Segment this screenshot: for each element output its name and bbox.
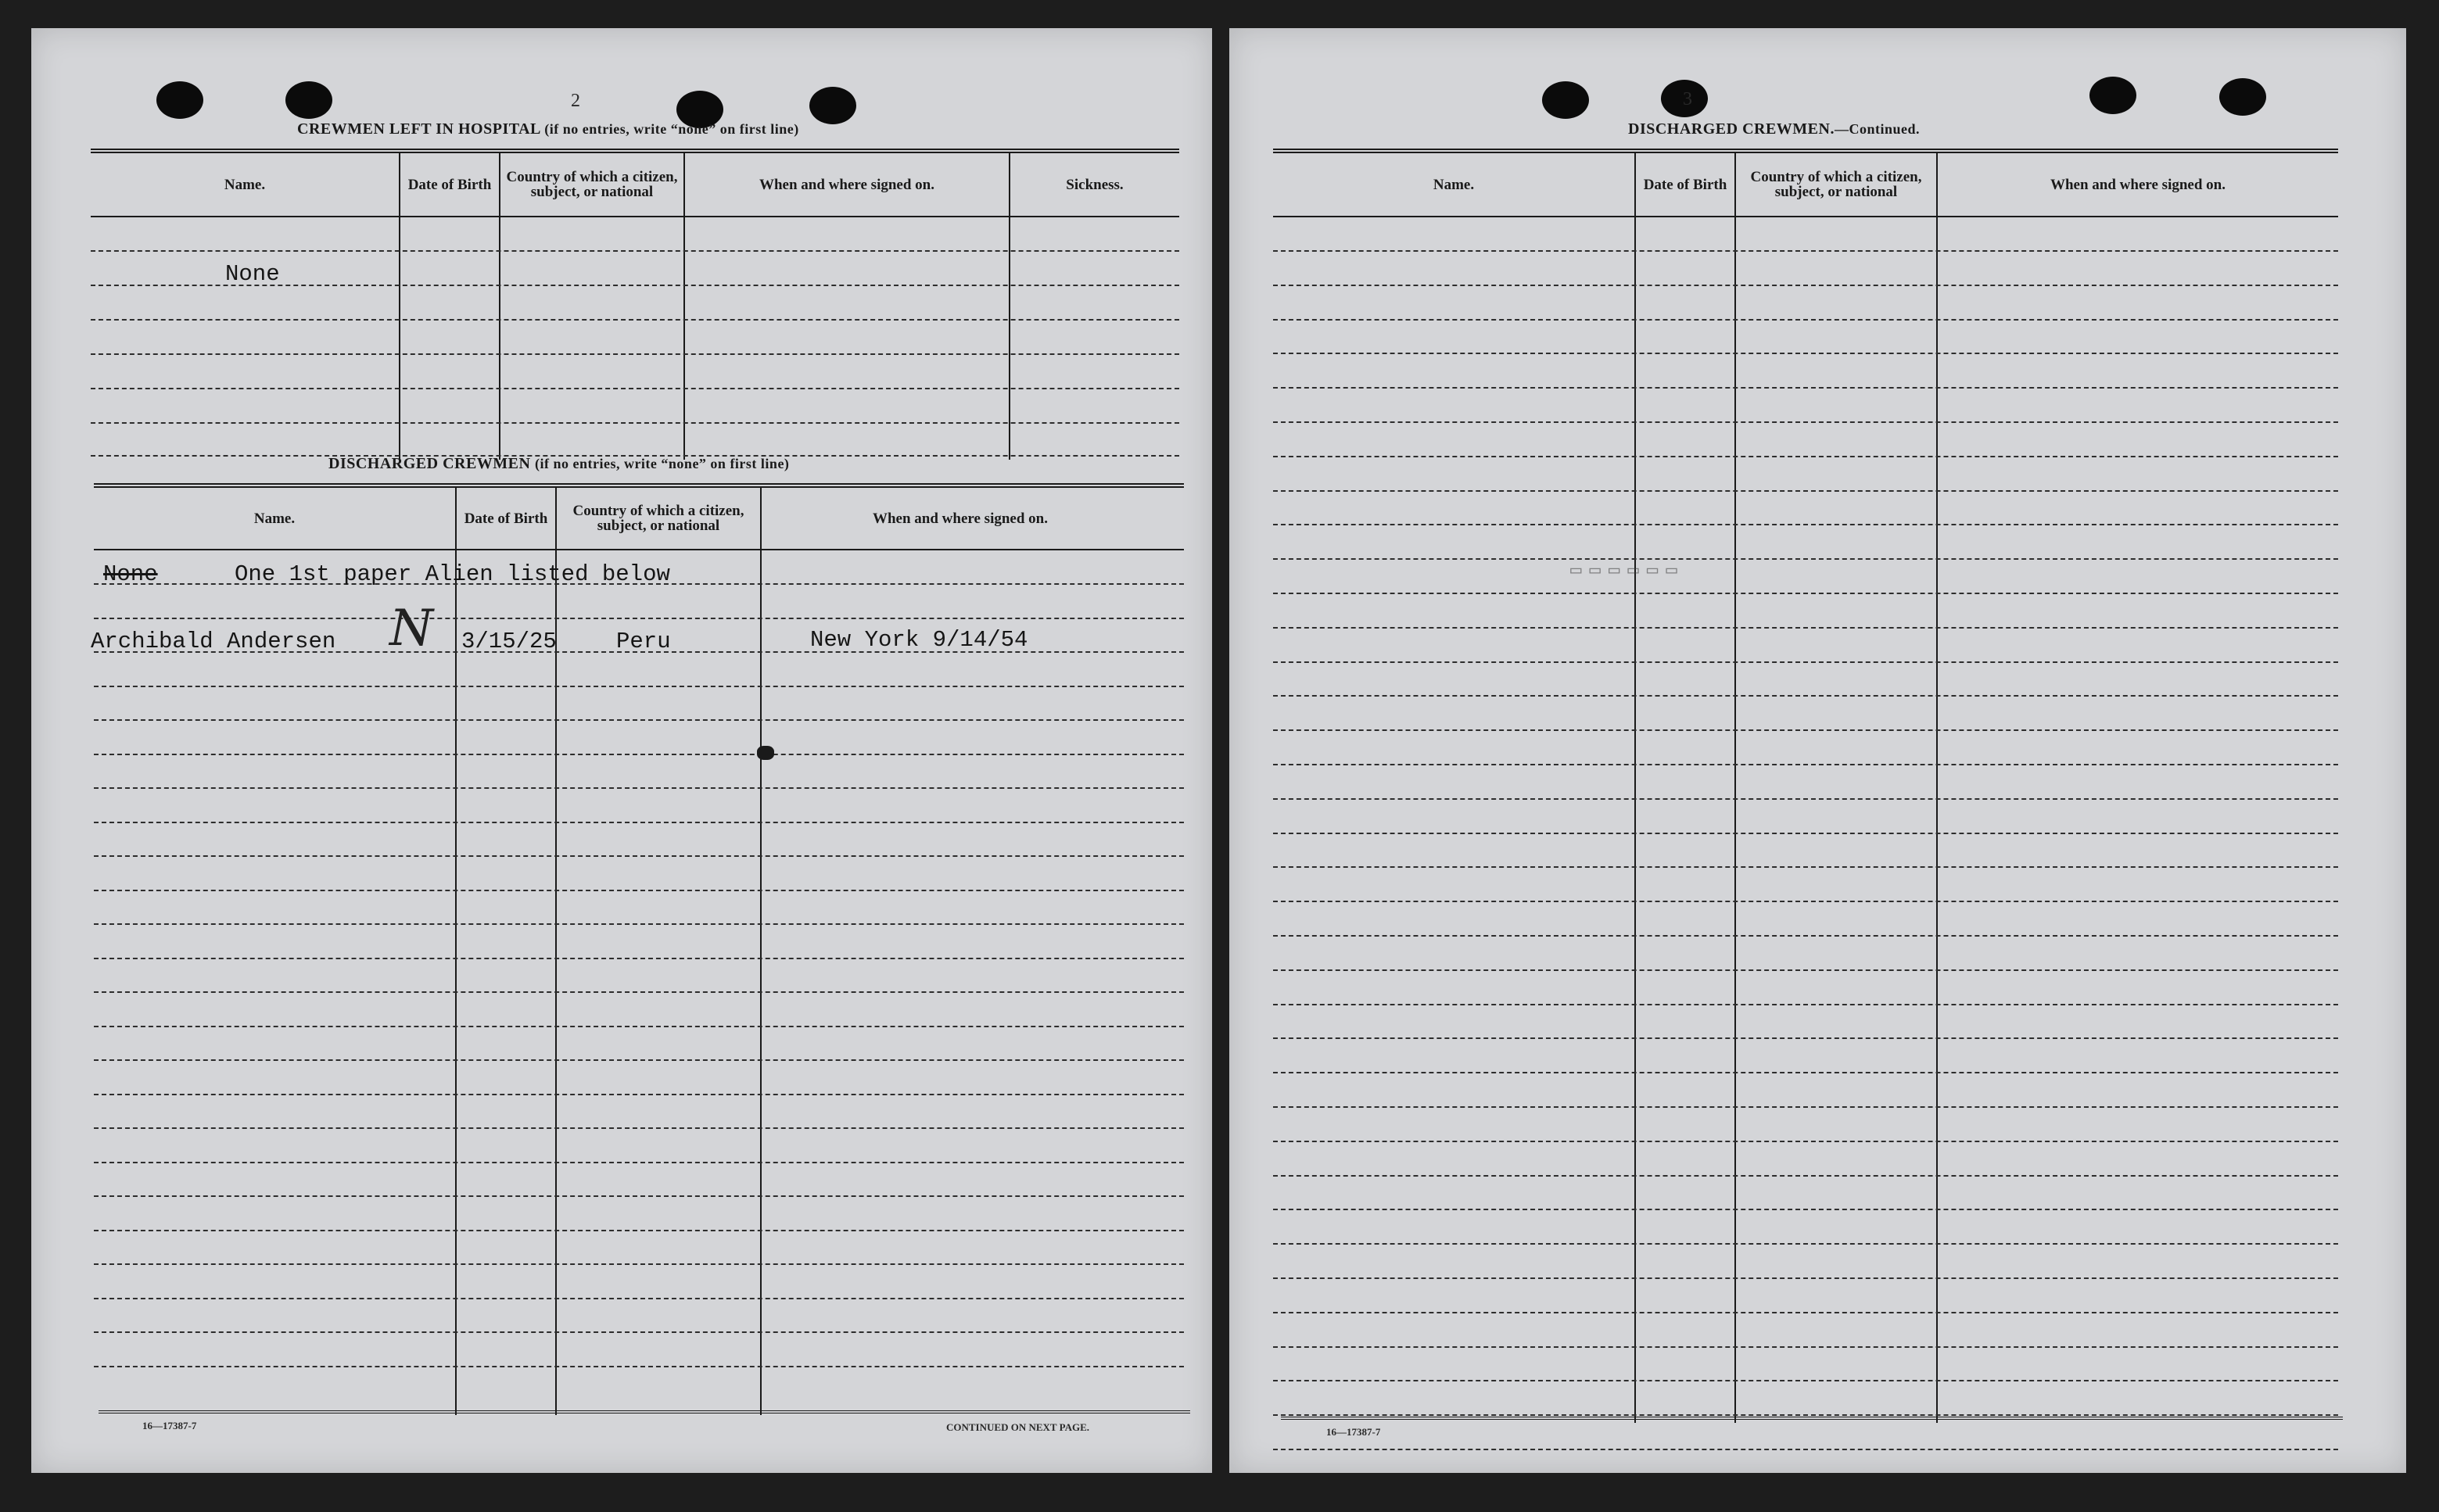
row-line (1273, 1312, 2338, 1313)
discharged-continued-title (1628, 120, 1920, 138)
column-divider (760, 488, 762, 1415)
row-line (94, 1162, 1184, 1163)
row-line (1273, 969, 2338, 971)
row-line (1273, 456, 2338, 457)
row-line (1273, 1072, 2338, 1073)
row-line (1273, 866, 2338, 868)
row-line (94, 1230, 1184, 1231)
punch-hole (156, 81, 203, 119)
right-page (1229, 28, 2406, 1473)
row-line (1273, 627, 2338, 629)
row-line (1273, 558, 2338, 560)
row-line (1273, 1449, 2338, 1450)
form-number: 16—17387-7 (142, 1420, 197, 1431)
col-header-name: Name. (1433, 176, 1475, 193)
ink-smudge (757, 746, 774, 760)
discharged-table (91, 483, 1184, 1415)
row-line (1273, 1004, 2338, 1005)
discharged-instruction: (if no entries, write “none” on first line) (534, 456, 790, 471)
punch-hole (2219, 78, 2266, 116)
row-line (94, 787, 1184, 789)
col-header-dob: Date of Birth (464, 510, 548, 527)
row-line (94, 686, 1184, 687)
row-line (94, 890, 1184, 891)
faded-stamp: ▭▭▭▭▭▭ (1562, 560, 1677, 581)
row-line (1273, 285, 2338, 286)
row-line (1273, 833, 2338, 834)
discharged-title-text: DISCHARGED CREWMEN (328, 455, 531, 472)
row-line (1273, 490, 2338, 492)
bottom-rule (99, 1410, 1190, 1413)
row-line (1273, 319, 2338, 321)
page-number: 3 (1683, 89, 1692, 109)
row-line (94, 618, 1184, 619)
row-line (94, 1366, 1184, 1367)
row-line (1273, 593, 2338, 594)
hospital-table-header (91, 153, 1179, 217)
row-line (94, 822, 1184, 823)
row-line (1273, 1106, 2338, 1108)
row-line (94, 991, 1184, 993)
row-line (1273, 387, 2338, 389)
row-line (94, 855, 1184, 857)
row-line (1273, 901, 2338, 902)
column-divider (1734, 153, 1736, 1423)
row-line (1273, 1414, 2338, 1416)
column-divider (1009, 153, 1010, 460)
column-divider (1634, 153, 1636, 1423)
continued-suffix: —Continued. (1834, 121, 1920, 137)
row-line (1273, 1037, 2338, 1039)
row-line (94, 923, 1184, 925)
form-number: 16—17387-7 (1326, 1426, 1381, 1438)
continued-note: CONTINUED ON NEXT PAGE. (946, 1421, 1089, 1433)
column-divider (455, 488, 457, 1415)
row-line (94, 958, 1184, 959)
discharged-table-header (94, 488, 1184, 550)
hospital-title-text: CREWMEN LEFT IN HOSPITAL (297, 120, 540, 138)
crewman-name: Archibald Andersen (91, 629, 336, 654)
hospital-section-title (297, 120, 799, 138)
left-page (31, 28, 1212, 1473)
row-line (91, 250, 1179, 252)
column-divider (555, 488, 557, 1415)
discharged-continued-header (1273, 153, 2338, 217)
column-divider (1936, 153, 1938, 1423)
row-line (91, 388, 1179, 389)
row-line (94, 1026, 1184, 1027)
column-divider (399, 153, 400, 460)
row-line (1273, 935, 2338, 937)
row-line (1273, 1277, 2338, 1279)
row-line (91, 319, 1179, 321)
row-line (1273, 1175, 2338, 1177)
row-line (94, 1263, 1184, 1265)
hospital-entry-none: None (225, 261, 280, 287)
punch-hole (2089, 77, 2136, 114)
row-line (91, 422, 1179, 424)
row-line (91, 353, 1179, 355)
row-line (1273, 695, 2338, 697)
row-line (1273, 764, 2338, 765)
row-line (94, 1127, 1184, 1129)
crewman-dob: 3/15/25 (461, 629, 557, 654)
discharged-continued-table (1273, 149, 2338, 1423)
col-header-name: Name. (224, 176, 266, 193)
col-header-signed-on: When and where signed on. (759, 176, 934, 193)
hospital-instruction: (if no entries, write “none” on first line) (544, 121, 799, 137)
punch-hole (809, 87, 856, 124)
crewman-signed-on: New York 9/14/54 (810, 627, 1028, 653)
row-line (94, 1195, 1184, 1197)
row-line (1273, 250, 2338, 252)
row-line (1273, 1243, 2338, 1245)
col-header-name: Name. (253, 510, 296, 527)
handwritten-mark: N (389, 600, 433, 657)
row-line (1273, 353, 2338, 354)
col-header-dob: Date of Birth (1643, 176, 1727, 193)
row-line (94, 719, 1184, 721)
discharged-note: One 1st paper Alien listed below (235, 561, 670, 587)
crossed-out-none: None (103, 561, 158, 587)
bottom-rule (1281, 1417, 2343, 1420)
row-line (1273, 798, 2338, 800)
row-line (94, 1059, 1184, 1061)
col-header-country: Country of which a citizen, subject, or national (572, 503, 744, 534)
punch-hole (1542, 81, 1589, 119)
row-line (1273, 729, 2338, 731)
hospital-table (91, 149, 1179, 460)
col-header-signed-on: When and where signed on. (872, 510, 1048, 527)
col-header-country: Country of which a citizen, subject, or national (506, 169, 678, 200)
row-line (94, 1331, 1184, 1333)
col-header-dob: Date of Birth (407, 176, 492, 193)
col-header-signed-on: When and where signed on. (2050, 176, 2226, 193)
col-header-country: Country of which a citizen, subject, or national (1750, 169, 1922, 200)
row-line (1273, 421, 2338, 423)
row-line (94, 754, 1184, 755)
page-number: 2 (571, 91, 580, 111)
row-line (1273, 661, 2338, 663)
row-line (1273, 524, 2338, 525)
row-line (1273, 1209, 2338, 1210)
column-divider (683, 153, 685, 460)
col-header-sickness: Sickness. (1066, 176, 1124, 193)
discharged-continued-text: DISCHARGED CREWMEN. (1628, 120, 1835, 138)
column-divider (499, 153, 500, 460)
row-line (94, 1298, 1184, 1299)
row-line (1273, 1380, 2338, 1381)
row-line (94, 1094, 1184, 1095)
crewman-country: Peru (616, 629, 671, 654)
row-line (1273, 1141, 2338, 1142)
row-line (1273, 1346, 2338, 1348)
punch-hole (285, 81, 332, 119)
discharged-section-title (328, 455, 789, 473)
